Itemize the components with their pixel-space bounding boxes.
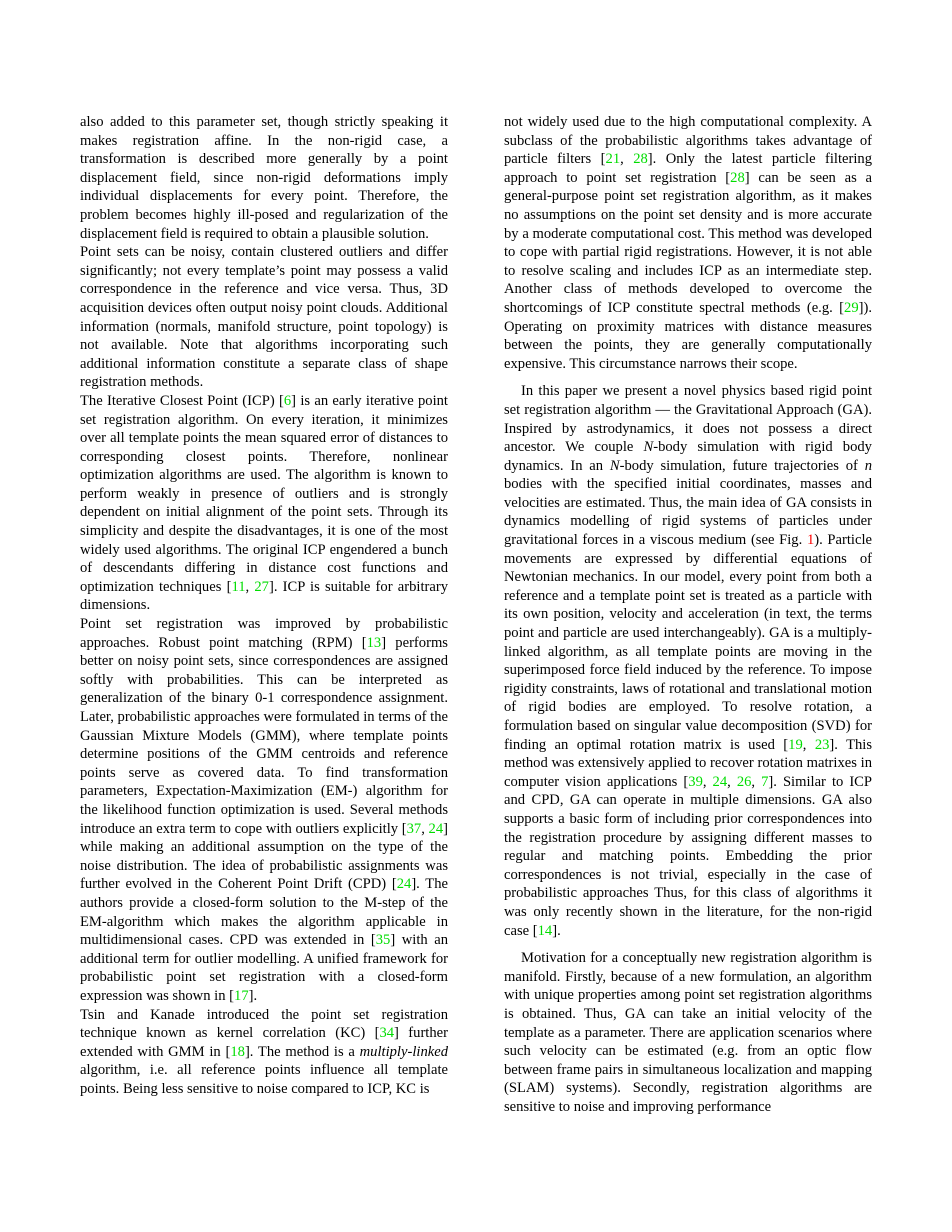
paragraph: Tsin and Kanade introduced the point set registration technique known as kernel correlation (KC) [34] further extended with GMM in [18]. The method is a multiply-linked algorithm, i.e. all reference points influence all template points. Being less sensitive to noise compared to ICP, KC is [80, 1006, 448, 1097]
paragraph: Motivation for a conceptually new registration algorithm is manifold. Firstly, because of a new formulation, an algorithm with unique properties among point set registration algorithms is obtained. Thus, GA can take an initial velocity of the template as a parameter. There are application scenarios where such velocity can be estimated (e.g. from an optic flow between frame pairs in simultaneous localization and mapping (SLAM) systems). Secondly, registration algorithms are sensitive to noise and improving performance [504, 950, 872, 1115]
citation-link[interactable]: 17 [234, 987, 249, 1004]
citation-link[interactable]: 26 [736, 773, 752, 790]
citation-link[interactable]: 14 [537, 922, 553, 939]
citation-link[interactable]: 24 [712, 773, 728, 790]
emphasis-text: multiply-linked [359, 1043, 448, 1060]
citation-link[interactable]: 13 [366, 634, 382, 651]
citation-link[interactable]: 11 [231, 578, 246, 595]
citation-link[interactable]: 24 [396, 876, 412, 893]
left-column [80, 113, 448, 1123]
citation-link[interactable]: 28 [633, 151, 648, 168]
citation-link[interactable]: 28 [730, 169, 745, 186]
math-symbol: n [864, 457, 872, 474]
citation-link[interactable]: 21 [605, 151, 621, 168]
math-symbol: N [643, 439, 654, 456]
paragraph: The Iterative Closest Point (ICP) [6] is an early iterative point set registration algorithm. On every iteration, it minimizes over all template points the mean squared error of distances to corresponding closest points. Therefore, nonlinear optimization algorithms are used. The algorithm is known to perform weakly in presence of outliers and is strongly dependent on initial alignment of the point sets. Through its simplicity and despite the disadvantages, it is one of the most widely used algorithms. The original ICP engendered a bunch of descendants differing in distance cost functions and optimization techniques [11, 27]. ICP is suitable for arbitrary dimensions. [80, 392, 448, 614]
paragraph: also added to this parameter set, though strictly speaking it makes registration affine. In the non-rigid case, a transformation is described more generally by a point displacement field, since non-rigid deformations imply individual displacements for every point. Therefore, the problem becomes highly ill-posed and regularization of the displacement field is required to obtain a plausible solution. [80, 114, 448, 242]
citation-link[interactable]: 35 [375, 932, 391, 949]
citation-link[interactable]: 27 [254, 578, 269, 595]
citation-link[interactable]: 29 [844, 299, 859, 316]
citation-link[interactable]: 37 [406, 820, 422, 837]
right-column [504, 113, 872, 1123]
citation-link[interactable]: 19 [788, 736, 803, 753]
citation-link[interactable]: 24 [428, 820, 444, 837]
citation-link[interactable]: 6 [283, 392, 292, 409]
citation-link[interactable]: 18 [230, 1043, 245, 1060]
citation-link[interactable]: 39 [688, 773, 703, 790]
paragraph: not widely used due to the high computational complexity. A subclass of the probabilistic algorithms takes advantage of particle filters [21, 28]. Only the latest particle filtering approach to point set registration [28] can be seen as a general-purpose point set registration algorithm, as it makes no assumptions on the point set density and is more accurate by a moderate computational cost. This method was developed to cope with partial rigid registrations. However, it is not able to resolve scaling and includes ICP as an intermediate step. Another class of methods developed to overcome the shortcomings of ICP constitute spectral methods (e.g. [29]). Operating on proximity matrices with distance measures between the points, they are generally computationally expensive. This circumstance narrows their scope. [504, 114, 872, 372]
math-symbol: N [609, 457, 620, 474]
citation-link[interactable]: 7 [761, 773, 769, 790]
paragraph: Point set registration was improved by probabilistic approaches. Robust point matching (RPM) [13] performs better on noisy point sets, since correspondences are assigned softly with probabilities. This can be interpreted as generalization of the binary 0-1 correspondence assignment. Later, probabilistic approaches were formulated in terms of the Gaussian Mixture Models (GMM), where template points determine positions of the GMM centroids and reference points serve as covered data. To find transformation parameters, Expectation-Maximization (EM-) algorithm for the likelihood function optimization is used. Several methods introduce an extra term to cope with outliers explicitly [37, 24] while making an additional assumption on the type of the noise distribution. The idea of probabilistic assignments was further evolved in the Coherent Point Drift (CPD) [24]. The authors provide a closed-form solution to the M-step of the EM-algorithm which makes the algorithm applicable in multidimensional cases. CPD was extended in [35] with an additional term for outlier modelling. A unified framework for probabilistic point set registration with a closed-form expression was shown in [17]. [80, 616, 448, 1004]
paragraph: Point sets can be noisy, contain clustered outliers and differ significantly; not every template’s point may possess a valid correspondence in the reference and vice versa. Thus, 3D acquisition devices often output noisy point clouds. Additional information (normals, manifold structure, point topology) is not available. Note that algorithms incorporating such additional information constitute a separate class of shape registration methods. [80, 244, 448, 391]
citation-link[interactable]: 34 [379, 1025, 395, 1042]
citation-link[interactable]: 23 [814, 736, 830, 753]
figure-link[interactable]: 1 [806, 532, 815, 549]
paragraph: In this paper we present a novel physics based rigid point set registration algorithm — the Gravitational Approach (GA). Inspired by astrodynamics, it does not possess a direct ancestor. We couple N-body simulation with rigid body dynamics. In an N-body simulation, future trajectories of n bodies with the specified initial coordinates, masses and velocities are estimated. Thus, the main idea of GA consists in dynamics modelling of rigid systems of particles under gravitational forces in a viscous medium (see Fig. 1). Particle movements are expressed by differential equations of Newtonian mechanics. In our model, every point from both a reference and a template point set is treated as a particle with its own position, velocity and acceleration (in text, the terms point and particle are used interchangeably). GA is a multiply-linked algorithm, as all template points are moving in the superimposed force field induced by the reference. To impose rigidity constraints, laws of rotational and translational motion of rigid bodies are employed. To resolve rotation, a formulation based on singular value decomposition (SVD) for finding an optimal rotation matrix is used [19, 23]. This method was extensively applied to recover rotation matrixes in computer vision applications [39, 24, 26, 7]. Similar to ICP and CPD, GA can operate in multiple dimensions. GA also supports a basic form of including prior correspondences into the registration procedure by assigning different masses to regular and matching points. Embedding the prior correspondences is not trivial, especially in the case of probabilistic approaches Thus, for this class of algorithms it was only recently shown in the literature, for the non-rigid case [14]. [504, 383, 872, 939]
